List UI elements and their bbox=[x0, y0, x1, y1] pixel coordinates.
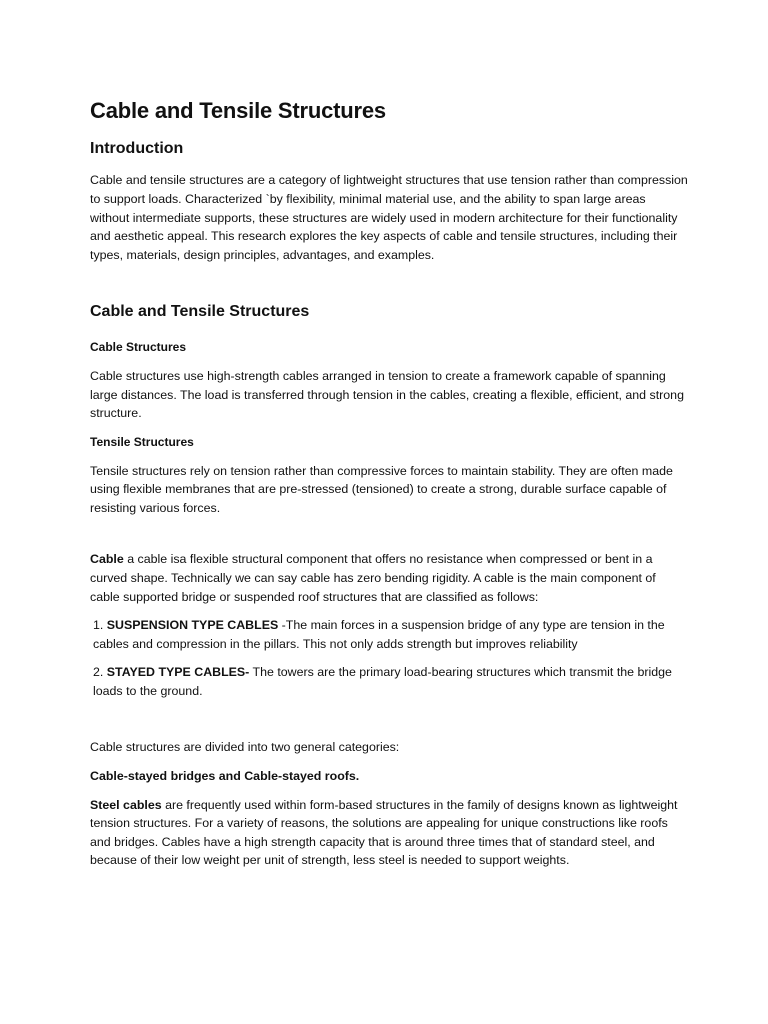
introduction-paragraph: Cable and tensile structures are a category of lightweight structures that use tension rather than compression to support loads. Characterized `by flexibility, minimal material use, and the ability to span large areas without intermediate supports, these structures are widely used in modern architecture for their functionality and aesthetic appeal. This research explores the key aspects of cable and tensile structures, including their types, materials, design principles, advantages, and examples. bbox=[90, 173, 688, 262]
cable-structures-heading: Cable Structures bbox=[90, 340, 187, 355]
steel-cables-text: are frequently used within form-based structures in the family of designs known as lightweight tension structures. For a variety of reasons, the solutions are appealing for unique constructions like roofs and bridges. Cables have a high strength capacity that is around three times that of standard steel, and because of their low weight per unit of strength, less steel is needed to support weights. bbox=[90, 797, 678, 868]
tensile-structures-heading: Tensile Structures bbox=[90, 434, 194, 449]
steel-cables-paragraph bbox=[90, 796, 688, 870]
list-number: 1. bbox=[93, 618, 104, 633]
cable-definition-paragraph bbox=[90, 550, 688, 606]
cable-definition-text: a cable isa flexible structural component that offers no resistance when compressed or bent in a curved shape. Technically we can say cable has zero bending rigidity. A cable is the main component of cable supported bridge or suspended roof structures that are classified as follows: bbox=[90, 552, 656, 604]
page-title: Cable and Tensile Structures bbox=[90, 98, 386, 123]
section-heading: Cable and Tensile Structures bbox=[90, 303, 310, 321]
tensile-structures-paragraph: Tensile structures rely on tension rather than compressive forces to maintain stability. They are often made using flexible membranes that are pre-stressed (tensioned) to create a strong, durable surface capable of resisting various forces. bbox=[90, 463, 673, 515]
suspension-type-text: -The main forces in a suspension bridge of any type are tension in the cables and compression in the pillars. This not only adds strength but improves reliability bbox=[93, 618, 665, 651]
categories-intro: Cable structures are divided into two general categories: bbox=[90, 740, 400, 755]
stayed-type-text: The towers are the primary load-bearing structures which transmit the bridge loads to the ground. bbox=[93, 665, 672, 698]
cable-term: Cable bbox=[90, 552, 124, 567]
cable-type-item-suspension bbox=[90, 616, 688, 653]
categories-list: Cable-stayed bridges and Cable-stayed roofs. bbox=[90, 769, 360, 784]
stayed-type-term: STAYED TYPE CABLES- bbox=[106, 665, 250, 680]
list-number: 2. bbox=[93, 665, 104, 680]
suspension-type-term: SUSPENSION TYPE CABLES bbox=[106, 618, 279, 633]
cable-type-item-stayed bbox=[90, 663, 688, 700]
introduction-heading: Introduction bbox=[90, 139, 184, 157]
cable-structures-paragraph: Cable structures use high-strength cables arranged in tension to create a framework capable of spanning large distances. The load is transferred through tension in the cables, creating a flexible, efficient, and strong structure. bbox=[90, 368, 684, 421]
steel-cables-term: Steel cables bbox=[90, 797, 162, 812]
